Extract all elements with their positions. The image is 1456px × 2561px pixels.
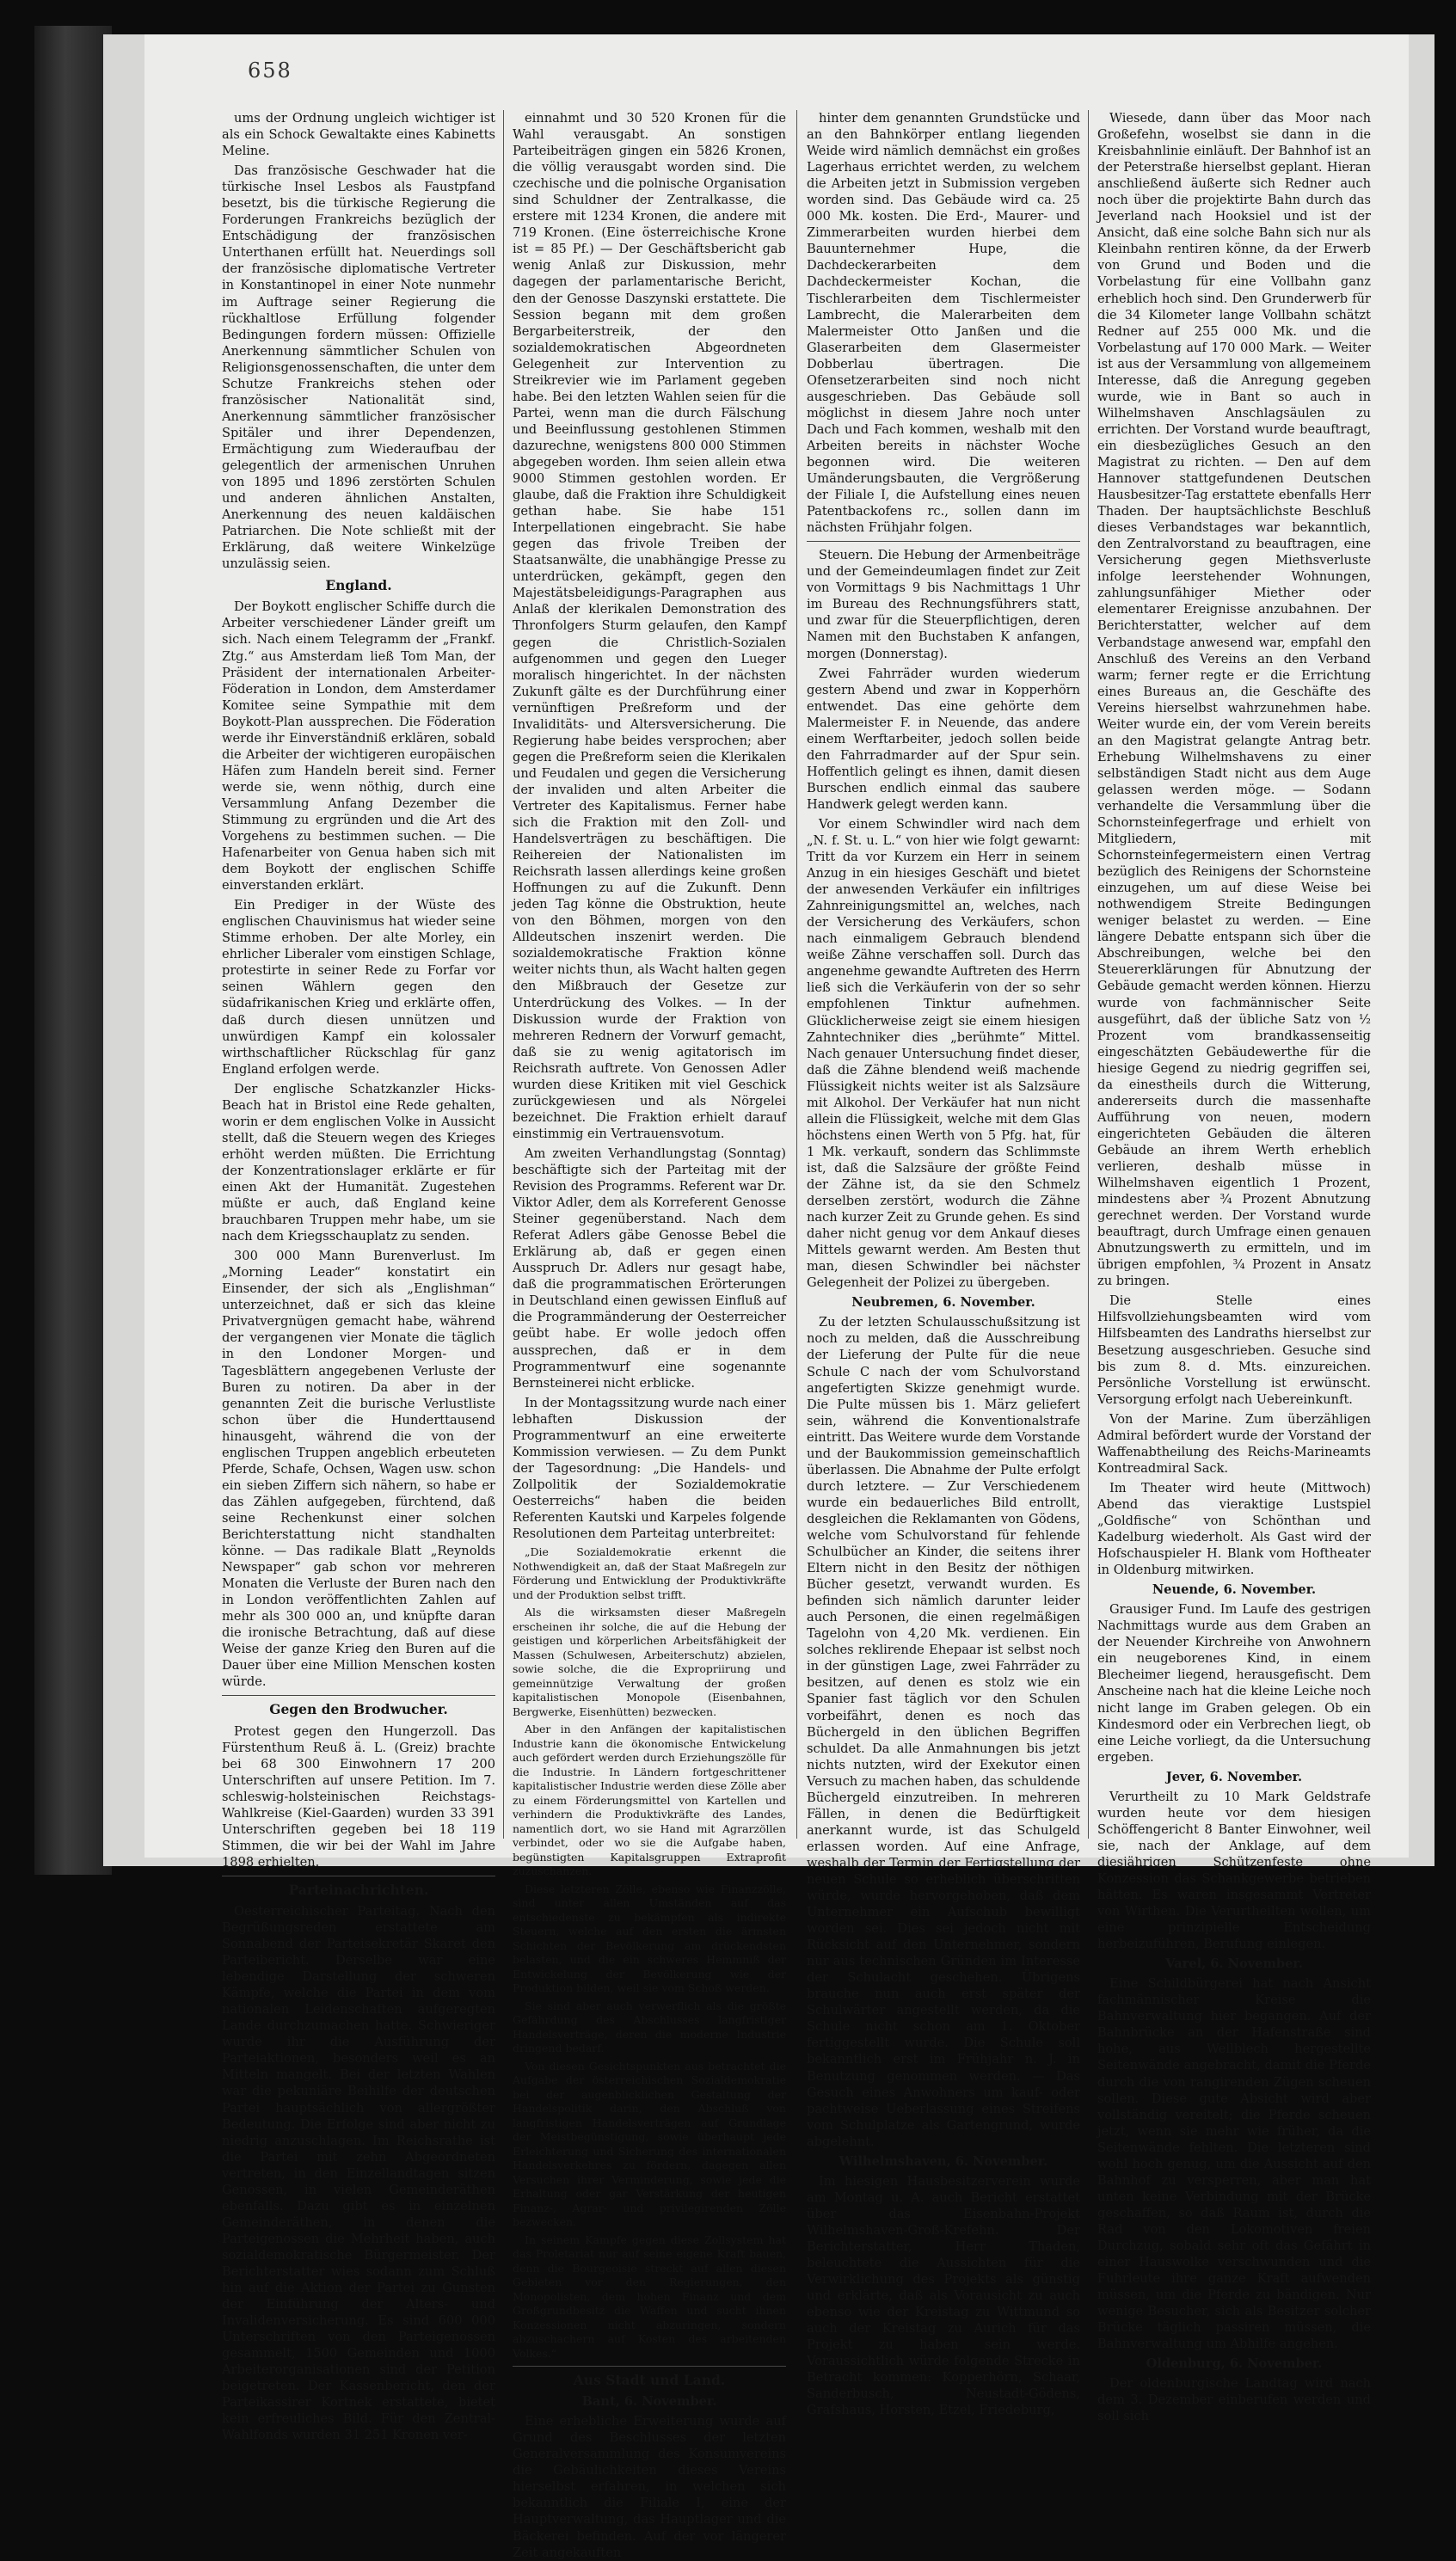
article-paragraph: Grausiger Fund. Im Laufe des gestrigen Nachmittags wurde aus dem Graben an der Neuender Kirchreihe von Anwohnern ein neugeborenes Kind, in einem Blecheimer liegend, herausgefischt. Dem Anscheine nach hat die kleine Leiche noch nicht lange im Graben gelegen. Ob ein Kindesmord oder ein Verbrechen liegt, ob eine Leiche vorliegt, da die Untersuchung ergeben. — [1097, 1602, 1371, 1765]
article-paragraph: Vor einem Schwindler wird nach dem „N. f. St. u. L.“ von hier wie folgt gewarnt: Tritt da vor Kurzem ein Herr in seinem Anzug in ein hiesiges Geschäft und bietet der anwesenden Verkäufer ein infiltriges Zahnreinigungsmittel an, welches, nach der Versicherung des Verkäufers, schon nach einmaligem Gebrauch blendend weiße Zähne verschaffen soll. Durch das angenehme gewandte Auftreten des Herrn ließ sich die Verkäuferin von der so sehr empfohlenen Tinktur aufnehmen. Glücklicherweise zeigt sie einem hiesigen Zahntechniker dies „berühmte“ Mittel. Nach genauer Untersuchung findet dieser, daß die Zähne blendend weiß machende Flüssigkeit nichts weiter ist als Salzsäure mit Alkohol. Der Verkäufer hat nun nicht allein die Flüssigkeit, welche mit dem Glas höchstens einen Werth von 5 Pfg. hat, für 1 Mk. verkauft, sondern das Schlimmste ist, daß die Salzsäure der größte Feind der Zähne ist, da sie den Schmelz derselben zerstört, wodurch die Zähne nach kurzer Zeit zu Grunde gehen. Es sind daher nicht genug vor dem Ankauf dieses Mittels gewarnt werden. Am Besten thut man, diesen Schwindler bei nächster Gelegenheit der Polizei zu übergeben. — [807, 816, 1080, 1291]
article-paragraph: Protest gegen den Hungerzoll. Das Fürstenthum Reuß ä. L. (Greiz) brachte bei 68 300 Einwohnern 17 200 Unterschriften auf unsere Petition. Im 7. schleswig-holsteinischen Reichstags-Wahlkreise (Kiel-Gaarden) wurden 33 391 Unterschriften gegeben bei 18 119 Stimmen, die wir bei der Wahl im Jahre 1898 erhielten. — [222, 1723, 495, 1870]
section-heading: Aus Stadt und Land. — [573, 2372, 726, 2389]
section-heading: Parteinachrichten. — [288, 1881, 429, 1898]
book-binding — [34, 26, 112, 1875]
section-heading: Gegen den Brodwucher. — [269, 1701, 448, 1718]
article-paragraph: Wiesede, dann über das Moor nach Großefehn, woselbst sie dann in die Kreisbahnlinie einläuft. Der Bahnhof ist an der Peterstraße hierselbst geplant. Hieran anschließend äußerte sich Redner auch noch über die projektirte Bahn durch das Jeverland nach Hooksiel und ist der Ansicht, daß eine solche Bahn sich nur als Kleinbahn rentiren könne, da der Erwerb von Grund und Boden und die Vorbelastung für eine Vollbahn ganz erheblich hoch sind. Den Grunderwerb für die 34 Kilometer lange Vollbahn schätzt Redner auf 255 000 Mk. und die Vorbelastung auf 170 000 Mark. — Weiter ist aus der Versammlung von allgemeinem Interesse, daß die Anregung gegeben wurde, wie in Bant so auch in Wilhelmshaven Anschlagsäulen zu errichten. Der Vorstand wurde beauftragt, ein diesbezügliches Gesuch an den Magistrat zu richten. — Den auf dem Hannover stattgefundenen Deutschen Hausbesitzer-Tag erstattete ebenfalls Herr Thaden. Der hauptsächlichste Beschluß dieses Verbandstages war bekanntlich, den Zentralvorstand zu beauftragen, eine Versicherung gegen Miethsverluste infolge leerstehender Wohnungen, zahlungsunfähiger Miether oder elementarer Ereignisse anzubahnen. Der Berichterstatter, welcher auf dem Verbandstage anwesend war, empfahl den Anschluß des Vereins an den Verband warm; ferner regte er die Errichtung eines Bureaus an, die Geschäfte des Vereins hierselbst wahrzunehmen habe. Weiter wurde ein, der vom Verein bereits an den Magistrat gelangte Antrag betr. Erhebung Wilhelmshavens zu einer selbständigen Stadt nicht aus dem Auge gelassen werden möge. — Sodann verhandelte die Versammlung über die Schornsteinfegerfrage und erhielt von Mitgliedern, mit Schornsteinfegermeistern einen Vertrag bezüglich des Reinigens der Schornsteine einzugehen, um auf diese Weise bei nothwendigem Streite Bedingungen weniger belastet zu werden. — Eine längere Debatte entspann sich über die Abschreibungen, welche bei den Steuererklärungen für Abnutzung der Gebäude gemacht werden können. Hierzu wurde von fachmännischer Seite ausgeführt, daß der übliche Satz von ½ Prozent vom brandkassenseitig eingeschätzten Gebäudewerthe für die hiesige Gegend zu niedrig gegriffen sei, da einestheils durch die Witterung, andererseits durch die massenhafte Aufführung von neuen, modern eingerichteten Gebäuden die älteren Gebäude an ihrem Werth erheblich verlieren, deshalb müsse in Wilhelmshaven eigentlich 1 Prozent, mindestens aber ¾ Prozent Abnutzung gerechnet werden. Der Vorstand wurde beauftragt, durch Umfrage einen genauen Abnutzungswerth zu ermitteln, und im übrigen empfohlen, ¾ Prozent in Ansatz zu bringen. — [1097, 111, 1371, 1289]
article-paragraph: Oesterreichischer Parteitag. Nach den Begrüßungsreden erstattete am Sonnabend der Parteisekretär Skaret den Parteibericht. Derselbe war eine lebendige Darstellung der schweren Kämpfe, welche die Partei in dem vom nationalen Leidenschaften aufgeregten Lande durchzumachen hatte. Schwieriger wurde ihr die Ausführung der Parteiaktionen, besonders weil es an Mitteln mangelt. Bei der letzten Wahlen war die pekuniäre Beihilfe der deutschen Partei hauptsächlich von allergrößter Bedeutung. Die Erfolge sind aber nicht zu niedrig anzuschlagen. Im Reichsrathe ist die Partei mit zehn Abgeordneten vertreten, in den Einzellandtagen sitzen Genossen, in vielen Gemeinderäthen ebenfalls. Dazu gibt es in einzelnen Gemeinderäthen, in denen die Parteigenossen die Mehrheit haben, auch sozialdemokratische Bürgermeister. Der Berichterstatter wies sodann zum Schluß hin auf die Aktion der Partei zu Gunsten der Einführung der Alters- und Invalidenversicherung. Es sind 600 000 Unterschriften von den Parteigenossen gesammelt, 1500 Gemeinden und 1000 Arbeiterorganisationen sind der Petition beigetreten. Der Kassenbericht, den der Parteikassirer Kortnek erstattete, bietet kein erfreuliches Bild. Für den Zentral-Wahlfonds wurden 31 251 Kronen ver- — [222, 1903, 495, 2443]
column-rule — [796, 110, 797, 1839]
article-paragraph: Ein Prediger in der Wüste des englischen Chauvinismus hat wieder seine Stimme erhoben. Der alte Morley, ein ehrlicher Liberaler vom einstigen Schlage, protestirte in seiner Rede zu Forfar vor seinen Wählern gegen den südafrikanischen Krieg und erklärte offen, daß durch diesen unnützen und unwürdigen Kampf ein kolossaler wirthschaftlicher Rückschlag für ganz England erfolgen werde. — [222, 898, 495, 1077]
divider — [513, 2366, 786, 2367]
resolution-paragraph: Diese letzteren Zölle, ebenso wie Finanzzölle, sind unter allen Umständen auf das entschiedenste zu bekämpfen als indirekte Steuern, welche auf den ersten die ärmsten Schichten der Bevölkerung am drückendsten belasten, und die ein schweres Hemmniß der Entwickelung der Bevölkerung wie der Produktion bilden, weil sie vom Schoß werden. — [513, 1882, 786, 1995]
article-paragraph: In der Montagssitzung wurde nach einer lebhaften Diskussion der Programmentwurf an eine erweiterte Kommission verwiesen. — Zu dem Punkt der Tagesordnung: „Die Handels- und Zollpolitik der Sozialdemokratie Oesterreichs“ haben die beiden Referenten Kautski und Karpeles folgende Resolutionen dem Parteitag unterbreitet: — [513, 1395, 786, 1542]
article-paragraph: Eine erhebliche Erweiterung wurde auf Grund des Beschlusses der letzten Generalversammlung des Konsumvereins die Gebäulichkeiten dieses Vereins hierselbst erfahren, in welchen sich bekanntlich die Filiale I, eine der Hauptverwaltung, das Hauptlager und die Bäckerei befinden. Auf der vor längerer Zeit angekauften — [513, 2414, 786, 2560]
article-paragraph: Das französische Geschwader hat die türkische Insel Lesbos als Faustpfand besetzt, bis die türkische Regierung die Forderungen Frankreichs bezüglich der Entschädigung der französischen Unterthanen erfüllt hat. Neuerdings soll der französische diplomatische Vertreter in Konstantinopel in einer Note nunmehr im Auftrage seiner Regierung die rückhaltlose Erfüllung folgender Bedingungen fordern müssen: Offizielle Anerkennung sämmtlicher Schulen von Religionsgenossenschaften, die unter dem Schutze Frankreichs stehen oder französischer Nationalität sind, Anerkennung sämmtlicher französischer Spitäler und ihrer Dependenzen, Ermächtigung zum Wiederaufbau der gelegentlich der armenischen Unruhen von 1895 und 1896 zerstörten Schulen und anderen ähnlichen Anstalten, Anerkennung des neuen kaldäischen Patriarchen. Die Note schließt mit der Erklärung, daß weitere Winkelzüge unzulässig seien. — [222, 163, 495, 572]
dateline: Varel, 6. November. — [1165, 1956, 1303, 1972]
article-paragraph: Der Boykott englischer Schiffe durch die Arbeiter verschiedener Länder greift um sich. Nach einem Telegramm der „Frankf. Ztg.“ aus Amsterdam ließ Tom Man, der Präsident der internationalen Arbeiter-Föderation in London, dem Amsterdamer Komitee seine Sympathie mit dem Boykott-Plan aussprechen. Die Föderation werde ihr Einverständniß erklären, sobald die Arbeiter der wichtigeren europäischen Häfen zum Handeln bereit sind. Ferner werde sie, wenn nöthig, durch eine Versammlung Anfang Dezember die Stimmung zu ergründen und die Art des Vorgehens zu bestimmen suchen. — Die Hafenarbeiter von Genua haben sich mit dem Boykott der englischen Schiffe einverstanden erklärt. — [222, 599, 495, 894]
resolution-paragraph: Aber in den Anfängen der kapitalistischen Industrie kann die ökonomische Entwickelung auch gefördert werden durch Erziehungszölle für die Industrie. In Ländern fortgeschrittener kapitalistischer Industrie werden diese Zölle aber zu einem Förderungsmittel von Kartellen und verhindern die Produktivkräfte des Landes, namentlich dort, wo sie Hand mit Agrarzöllen verbindet, oder wo sie die Aufgabe haben, begünstigten Kapitalsgruppen Extraprofit zuzuschanzen. — [513, 1723, 786, 1878]
page-number: 658 — [248, 58, 292, 83]
dateline: Neubremen, 6. November. — [851, 1295, 1035, 1311]
resolution-paragraph: Sie sind aber auch verwerflich als die größte Gefährdung des Abschlusses langfristiger Handelsverträge, deren die moderne Industrie dringend bedarf. — [513, 1999, 786, 2055]
resolution-paragraph: „Die Sozialdemokratie erkennt die Nothwendigkeit an, daß der Staat Maßregeln zur Förderung und Entwicklung der Produktivkräfte und der Produktion selbst trifft. — [513, 1545, 786, 1601]
divider — [807, 541, 1080, 542]
resolution-paragraph: Von diesen Gesichtspunkten aus betrachtet die Aufgabe der österreichischen Sozialdemokratie bei der augenblicklichen Gestaltung der Handelspolitik darin, den Abschluß von langfristigen Handelsverträgen auf Grundlage der Meistbegünstigung, sowie überhaupt jede Erleichterung und Sicherung des internationalen Handelsverkehres zu fördern, dagegen allen Versuchen ihrer Verminderung, sowie jede die Erhaltung oder gar Verstärkung der heutigen Finanz-, Agrar- und privilegirenden Zölle bezwecken. — [513, 2059, 786, 2229]
column-1 — [222, 110, 495, 2443]
article-paragraph: Zu der letzten Schulausschußsitzung ist noch zu melden, daß die Ausschreibung der Lieferung der Pulte für die neue Schule C nach der vom Schulvorstand angefertigten Skizze genehmigt wurde. Die Pulte müssen bis 1. März geliefert sein, während die Konventionalstrafe eintritt. Das Weitere wurde dem Vorstande und der Baukommission gemeinschaftlich überlassen. Die Abnahme der Pulte erfolgt durch letztere. — Zur Verschiedenem wurde ein bedauerliches Bild entrollt, desgleichen die Reklamanten von Gödens, welche vom Schulvorstand für fehlende Schulbücher an Kinder, die seitens ihrer Eltern nicht in den Besitz der nöthigen Bücher gesetzt, verwandt wurden. Es befinden sich nämlich darunter leider auch Personen, die einen regelmäßigen Tagelohn von 4,20 Mk. verdienen. Ein solches reklirende Ehepaar ist selbst noch in der günstigen Lage, zwei Fahrräder zu besitzen, auf denen es stolz wie ein Spanier fast täglich vor den Schulen vorbeifährt, denen es noch das Büchergeld in den üblichen Begriffen schuldet. Da alle Anmahnungen bis jetzt nichts nutzten, wird der Exekutor einen Versuch zu machen haben, das schuldende Büchergeld einzutreiben. In mehreren Fällen, in denen die Bedürftigkeit anerkannt wurde, ist das Schulgeld erlassen worden. Auf eine Anfrage, weshalb der Termin der Fertigstellung der neuen Schule so erheblich überschritten würde, wurde hervorgehoben, daß dem Unternehmer ein Aufschub bewilligt worden sei. Dies sei jedoch nicht mit Rücksicht auf den Unternehmer, sondern nur aus technischen Gründen im Interesse der Schulacht geschehen. Übrigens brauche nun auch erst später der Schulwärter angestellt werden, da die Schule nicht schon am 1. Oktober fertiggestellt wurde. Die Schule soll bekanntlich erst im Frühjahr n. J. in Benutzung genommen werden. — Das Gesuch eines Anwohners um kauf- oder pachtweise Ueberlassung eines Streifens vom Schulplatze als Gartengrund, wurde abgelehnt. — [807, 1315, 1080, 2149]
article-paragraph: Der englische Schatzkanzler Hicks-Beach hat in Bristol eine Rede gehalten, worin er dem englischen Volke in Aussicht stellt, daß die Steuern wegen des Krieges erhöht werden müßten. Die Errichtung der Konzentrationslager erklärte er für einen Akt der Humanität. Zugestehen müßte er auch, daß England keine brauchbaren Truppen mehr habe, um sie nach dem Kriegsschauplatz zu senden. — [222, 1081, 495, 1244]
article-paragraph: 300 000 Mann Burenverlust. Im „Morning Leader“ konstatirt ein Einsender, der sich als „Englishman“ unterzeichnet, daß er sich das kleine Privatvergnügen gemacht habe, während der vergangenen vier Monate die täglich in den Londoner Morgen- und Tagesblättern angegebenen Verluste der Buren zu notiren. Da aber in der genannten Zeit die burische Verlustliste schon über die Hunderttausend hinausgeht, während die von der englischen Truppen angeblich erbeuteten Pferde, Schafe, Ochsen, Wagen usw. schon ein sieben Ziffern sich nähern, so habe er das Zählen aufgegeben, fürchtend, daß seine Rechenkunst einer solchen Berichterstattung nicht standhalten könne. — Das radikale Blatt „Reynolds Newspaper“ gab schon vor mehreren Monaten die Verluste der Buren nach den in London veröffentlichten Zahlen auf mehr als 300 000 an, und knüpfte daran die ironische Betrachtung, daß auf diese Weise der ganze Krieg den Buren auf die Dauer über eine Million Menschen kosten würde. — [222, 1249, 495, 1690]
dateline: Jever, 6. November. — [1165, 1769, 1303, 1784]
article-paragraph: Eine Schildbürgerei hat nach Ansicht fachmännischer Kreise die Bahnverwaltung hier begangen. Auf der Bahnbrücke an der Hafenstraße sind hohe, aus Wellblech hergestellte Seitenwände angebracht, damit die Pferde durch die von rangirenden Zügen scheuen sollen. Diese gute Absicht wird aber vollständig vereitelt; die Pferde scheuen jetzt, wenn sie mehr wie früher, da die Seitenwände fehlten. Die letzteren sind wohl hoch genug, um die Aussicht auf den Bahnhof zu versperren, aber man hat unten keine Verbindung mit der Brücke geschaffen, so daß Raum ist, durch die Rad von den Lokomotiven freien Durchzug, sobald sehr oft das Gefährt in einer Hauswolke verschwunden und die Fuhrleute ihre ganze Kraft aufwenden müssen, um die Pferde zu bändigen. Nur wenige Besucher, sich als Besitzer solcher Brücke täglich passiren müssen, die Bahnverwaltung um Abhilfe angehen. — [1097, 1976, 1371, 2352]
article-paragraph: Im hiesigen Hausbesitzerverein wurde am Montag u. A. auch Bericht erstattet über das Eisenbahn-Projekt Wilhelmshaven-Groß-Krefehn. Der Berichterstatter, Herr Thaden, beleuchtete die Aussichten für die Verwirklichung des Projekts als günstig und erklärte, daß als Vorausicht zu auch ebenso wie der Kreistag zu Wittmund so auch der Kreistag zu Aurich für das Projekt zu haben sein werde. Voraussichtlich würde folgende Strecke in Betracht kommen: Kopperhörn, Schaar, Sanderbusch, Neustadt-Gödens, Grafshaus, Horsten, Etzel, Friedeburg, — [807, 2173, 1080, 2418]
dateline: Oldenburg, 6. November. — [1146, 2356, 1323, 2372]
article-paragraph: Der oldenburgische Landtag wird nach dem 3. Dezember einberufen werden und soll sich — [1097, 2376, 1371, 2424]
dateline: Bant, 6. November. — [581, 2394, 717, 2410]
article-paragraph: Von der Marine. Zum überzähligen Admiral befördert wurde der Vorstand der Waffenabtheilung des Reichs-Marineamts Kontreadmiral Sack. — [1097, 1411, 1371, 1476]
article-paragraph: ums der Ordnung ungleich wichtiger ist als ein Schock Gewaltakte eines Kabinetts Meline. — [222, 111, 495, 159]
article-paragraph: Am zweiten Verhandlungstag (Sonntag) beschäftigte sich der Parteitag mit der Revision des Programms. Referent war Dr. Viktor Adler, dem als Korreferent Genosse Steiner gegenüberstand. Nach dem Referat Adlers gäbe Genosse Bebel die Erklärung ab, daß er gegen einen Ausspruch Dr. Adlers nur gesagt habe, daß die programmatischen Erörterungen in Deutschland einen gewissen Einfluß auf die Programmänderung der Oesterreicher geübt habe. Er wolle jedoch offen aussprechen, daß er in dem Programmentwurf eine sogenannte Bernsteinerei nicht erblicke. — [513, 1145, 786, 1391]
article-paragraph: einnahmt und 30 520 Kronen für die Wahl verausgabt. An sonstigen Parteibeiträgen gingen ein 5826 Kronen, die völlig verausgabt worden sind. Die czechische und die polnische Organisation sind Schuldner der Zentralkasse, die erstere mit 1234 Kronen, die andere mit 719 Kronen. (Eine österreichische Krone ist = 85 Pf.) — Der Geschäftsbericht gab wenig Anlaß zur Diskussion, mehr dagegen der parlamentarische Bericht, den der Genosse Daszynski erstattete. Die Session begann mit dem großen Bergarbeiterstreik, der den sozialdemokratischen Abgeordneten Gelegenheit zur Intervention zu Streikrevier wie im Parlament gegeben habe. Bei den letzten Wahlen seien für die Partei, wenn man die durch Fälschung und Beeinflussung gestohlenen Stimmen dazurechne, wenigstens 800 000 Stimmen abgegeben worden. Ihm seien allein etwa 9000 Stimmen gestohlen worden. Er glaube, daß die Fraktion ihre Schuldigkeit gethan habe. Sie habe 151 Interpellationen eingebracht. Sie habe gegen das frivole Treiben der Staatsanwälte, die unabhängige Presse zu unterdrücken, gekämpft, gegen den Majestätsbeleidigungs-Paragraphen aus Anlaß der klerikalen Demonstration des Thronfolgers Sturm gelaufen, den Kampf gegen die Christlich-Sozialen aufgenommen und gegen den Lueger moralisch hingerichtet. In der nächsten Zukunft gälte es der Durchführung einer vernünftigen Preßreform und der Invaliditäts- und Altersversicherung. Die Regierung habe beides versprochen; aber gegen die Preßreform seien die Klerikalen und Feudalen und gegen die Versicherung der invaliden und alten Arbeiter die Vertreter des Kapitalismus. Ferner habe sich die Fraktion mit den Zoll- und Handelsverträgen zu beschäftigen. Die Reihereien der Nationalisten im Reichsrath lassen allerdings keine großen Hoffnungen zu auf die Zukunft. Denn jeden Tag könne die Obstruktion, heute von den Böhmen, morgen von den Alldeutschen inszenirt werden. Die sozialdemokratische Fraktion könne weiter nichts thun, als Wacht halten gegen den Mißbrauch der Gesetze zur Unterdrückung des Volkes. — In der Diskussion wurde der Fraktion von mehreren Rednern der Vorwurf gemacht, daß sie zu wenig agitatorisch im Reichsrath auftrete. Von Genossen Adler wurden diese Kritiken mit viel Geschick zurückgewiesen und als Nörgelei bezeichnet. Die Fraktion erhielt darauf einstimmig ein Vertrauensvotum. — [513, 111, 786, 1141]
article-paragraph: Steuern. Die Hebung der Armenbeiträge und der Gemeindeumlagen findet zur Zeit von Vormittags 9 bis Nachmittags 1 Uhr im Bureau des Rechnungsführers statt, und zwar für die Steuerpflichtigen, deren Namen mit den Buchstaben K anfangen, morgen (Donnerstag). — [807, 548, 1080, 661]
column-4 — [1097, 110, 1371, 2424]
divider — [222, 1695, 495, 1696]
section-heading: England. — [325, 577, 392, 594]
column-rule — [503, 110, 504, 1839]
resolution-paragraph: In seinem Kampfe gegen diese Zollsystem hat das Proletariat nur auf seine eigene Kraft bauen, denn die Bourgeoisie streckt auf allen diesen Gebieten vor den Regierungen, den Monopolisten, dem hohen Finanz und dem Großgrundbesitz die Waffen und sucht ihnen Konzessionen nicht abzuringen, sondern abzuschachern auf Kosten des arbeitenden Volkes.“ — [513, 2232, 786, 2360]
article-paragraph: Zwei Fahrräder wurden wiederum gestern Abend und zwar in Kopperhörn entwendet. Das eine gehörte dem Malermeister F. in Neuende, das andere einem Werftarbeiter, jedoch sollen beide den Fahrradmarder auf der Spur sein. Hoffentlich gelingt es ihnen, damit diesen Burschen endlich einmal das saubere Handwerk gelegt werden kann. — [807, 666, 1080, 812]
dateline: Neuende, 6. November. — [1152, 1582, 1317, 1598]
resolution-paragraph: Als die wirksamsten dieser Maßregeln erscheinen ihr solche, die auf die Hebung der geistigen und körperlichen Arbeitsfähigkeit der Massen (Schulwesen, Arbeiterschutz) abzielen, sowie solche, die die Expropriirung und gemeinnützige Verwaltung der großen kapitalistischen Monopole (Eisenbahnen, Bergwerke, Eisenhütten) bezwecken. — [513, 1606, 786, 1718]
dateline: Wilhelmshaven, 6. November. — [839, 2153, 1048, 2169]
column-2 — [513, 110, 786, 2560]
column-rule — [1088, 110, 1089, 1839]
article-paragraph: hinter dem genannten Grundstücke und an den Bahnkörper entlang liegenden Weide wird nämlich demnächst ein großes Lagerhaus errichtet werden, zu welchem die Arbeiten jetzt in Submission vergeben worden sind. Das Gebäude wird ca. 25 000 Mk. kosten. Die Erd-, Maurer- und Zimmerarbeiten wurden hierbei dem Bauunternehmer Hupe, die Dachdeckerarbeiten dem Dachdeckermeister Kochan, die Tischlerarbeiten dem Tischlermeister Lambrecht, die Malerarbeiten dem Malermeister Otto Janßen und die Glaserarbeiten dem Glasermeister Dobberlau übertragen. Die Ofensetzerarbeiten sind noch nicht ausgeschrieben. Das Gebäude soll möglichst in diesem Jahre noch unter Dach und Fach kommen, weshalb mit den Arbeiten bereits in nächster Woche begonnen wird. Die weiteren Umänderungsbauten, die Vergrößerung der Filiale I, die Aufstellung eines neuen Patentbackofens rc., sollen dann im nächsten Frühjahr folgen. — [807, 111, 1080, 536]
article-paragraph: Verurtheilt zu 10 Mark Geldstrafe wurden heute vor dem hiesigen Schöffengericht 8 Banter Einwohner, weil sie, nach der Anklage, auf dem diesjährigen Schützenfeste ohne Konzession das Schankgewerbe betrieben hätten. Es waren insgesammt Vertreter von Wirthen. Die Verurtheilten wollen, um eine prinzipielle Entscheidung herbeizuführen, Berufung einlegen. — [1097, 1789, 1371, 1952]
article-paragraph: Die Stelle eines Hilfsvollziehungsbeamten wird vom Hilfsbeamten des Landraths hierselbst zur Besetzung ausgeschrieben. Gesuche sind bis zum 8. d. Mts. einzureichen. Persönliche Vorstellung ist erwünscht. Versorgung erfolgt nach Uebereinkunft. — [1097, 1293, 1371, 1407]
column-3 — [807, 110, 1080, 2418]
article-paragraph: Im Theater wird heute (Mittwoch) Abend das vieraktige Lustspiel „Goldfische“ von Schönthan und Kadelburg wiederholt. Als Gast wird der Hofschauspieler H. Blank vom Hoftheater in Oldenburg mitwirken. — [1097, 1480, 1371, 1578]
